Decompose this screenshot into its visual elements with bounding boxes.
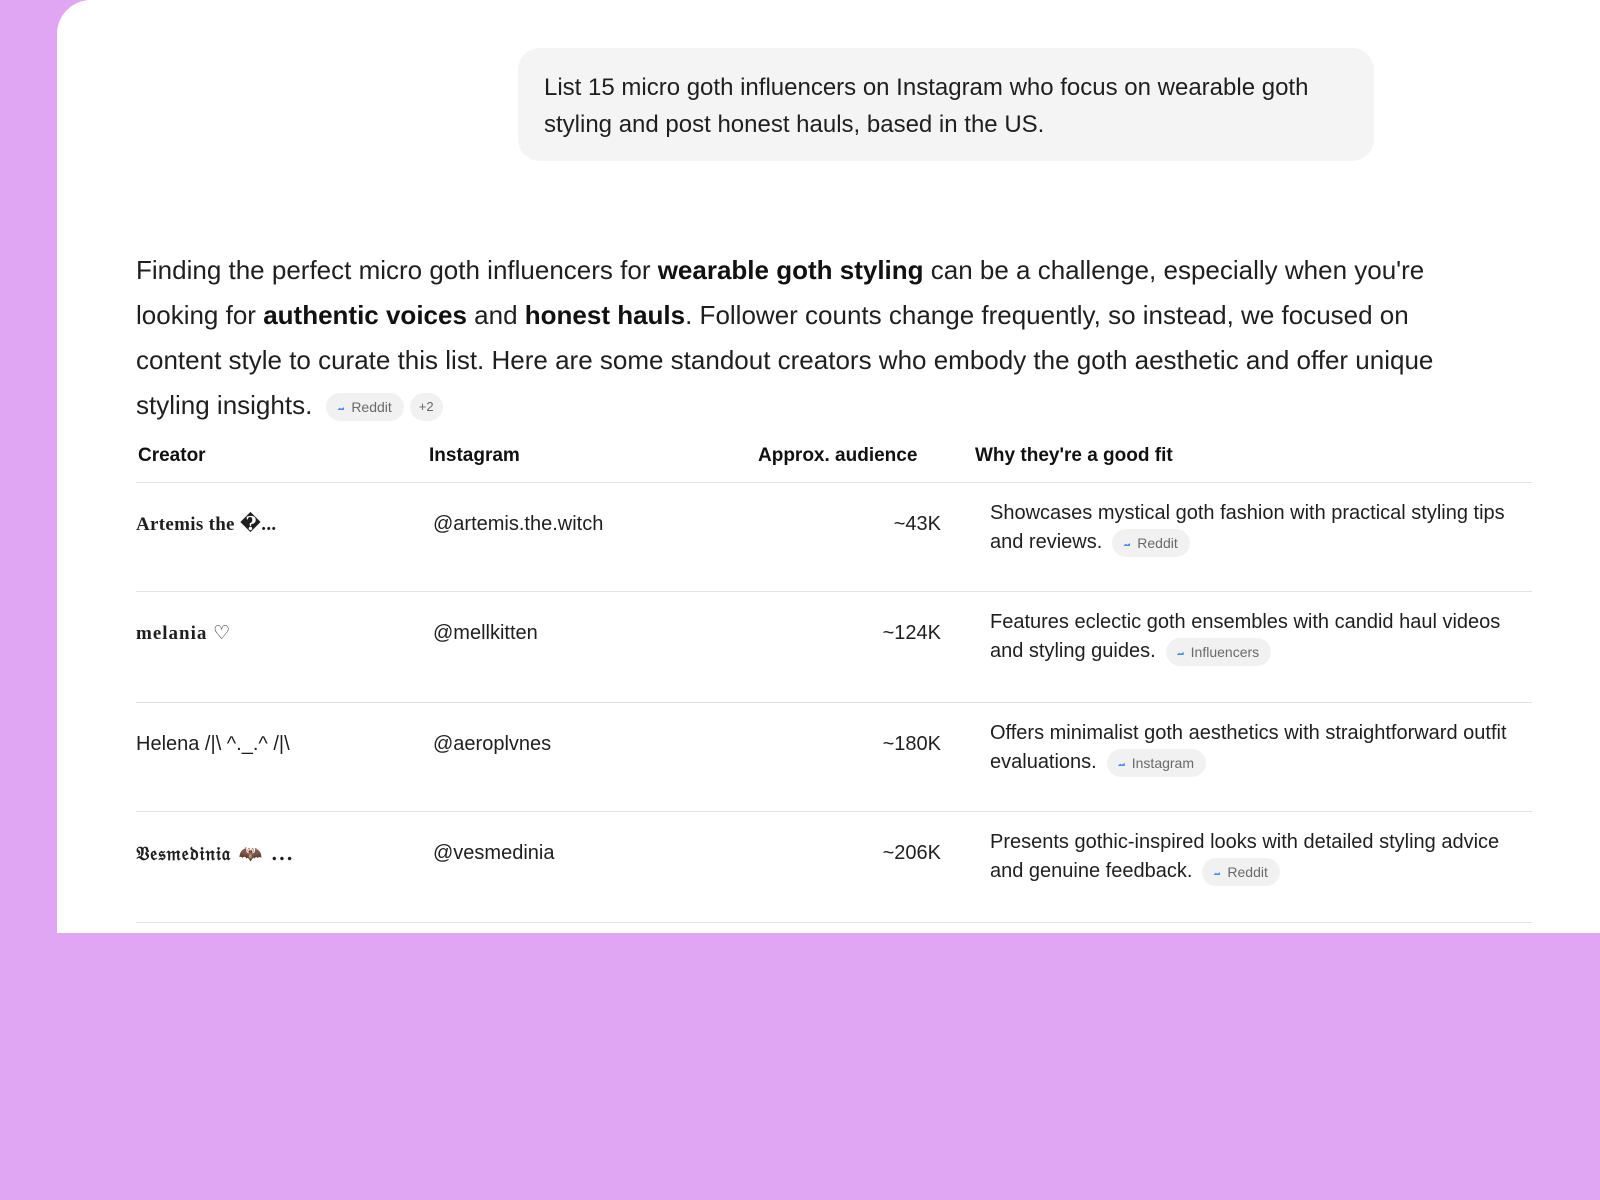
intro-bold-3: honest hauls bbox=[524, 300, 686, 330]
audience-count: ~124K bbox=[882, 622, 941, 644]
table-row bbox=[136, 592, 1532, 703]
intro-text-4: . Follower counts change frequently, so instead, we focused on content style to curate this list. Here are some standout creators who embody the goth aesthetic and offer unique styling insights. bbox=[136, 300, 1434, 420]
fit-reason-text: Showcases mystical goth fashion with practical styling tips and reviews. bbox=[990, 502, 1505, 553]
instagram-handle[interactable]: @aeroplvnes bbox=[433, 733, 552, 755]
table-header bbox=[136, 432, 1532, 483]
fit-reason bbox=[990, 499, 1535, 557]
header-why: Why they're a good fit bbox=[975, 445, 1173, 466]
instagram-handle[interactable]: @artemis.the.witch bbox=[433, 513, 604, 535]
influencer-table bbox=[136, 432, 1532, 923]
intro-bold-1: wearable goth styling bbox=[657, 255, 924, 285]
header-creator: Creator bbox=[138, 445, 206, 466]
source-chip-label: Reddit bbox=[1227, 863, 1268, 880]
fit-reason-text: Features eclectic goth ensembles with candid haul videos and styling guides. bbox=[990, 611, 1501, 662]
audience-count: ~43K bbox=[893, 513, 941, 535]
creator-name: melania ♡ bbox=[136, 623, 232, 644]
intro-text-2: can be a challenge, especially when you're looking for bbox=[136, 255, 1425, 330]
source-icon bbox=[1212, 867, 1221, 876]
fit-reason bbox=[990, 608, 1535, 666]
fit-reason bbox=[990, 828, 1535, 886]
instagram-handle[interactable]: @mellkitten bbox=[433, 622, 538, 644]
instagram-handle[interactable]: @vesmedinia bbox=[433, 842, 555, 864]
table-row bbox=[136, 703, 1532, 812]
response-intro bbox=[136, 248, 1436, 428]
intro-text-3: and bbox=[466, 300, 525, 330]
user-prompt-text: List 15 micro goth influencers on Instagram who focus on wearable goth styling and post honest hauls, based in the US. bbox=[544, 74, 1309, 138]
more-sources-chip[interactable]: +2 bbox=[410, 393, 443, 421]
creator-name: Helena /|\ ^._.^ /|\ bbox=[136, 733, 290, 755]
user-prompt-bubble bbox=[518, 48, 1374, 161]
table-row bbox=[136, 812, 1532, 923]
audience-count: ~206K bbox=[882, 842, 941, 864]
table-row bbox=[136, 483, 1532, 592]
source-chip[interactable] bbox=[1202, 858, 1279, 886]
source-chip[interactable] bbox=[1166, 638, 1271, 666]
source-chip-label: Influencers bbox=[1190, 643, 1260, 660]
audience-count: ~180K bbox=[882, 733, 941, 755]
source-chip-label: Instagram bbox=[1131, 754, 1194, 771]
source-icon bbox=[336, 402, 345, 411]
source-chip-label: Reddit bbox=[351, 398, 392, 415]
fit-reason-text: Offers minimalist goth aesthetics with straightforward outfit evaluations. bbox=[990, 722, 1507, 773]
source-icon bbox=[1176, 647, 1185, 656]
source-icon bbox=[1117, 758, 1126, 767]
header-instagram: Instagram bbox=[429, 445, 520, 466]
fit-reason-text: Presents gothic-inspired looks with detailed styling advice and genuine feedback. bbox=[990, 831, 1500, 882]
source-icon bbox=[1122, 538, 1131, 547]
source-chip[interactable] bbox=[1112, 529, 1189, 557]
creator-name: Artemis the �... bbox=[136, 514, 277, 535]
header-audience: Approx. audience bbox=[758, 445, 918, 466]
intro-bold-2: authentic voices bbox=[263, 300, 467, 330]
intro-text-1: Finding the perfect micro goth influencers for bbox=[136, 255, 658, 285]
source-chip[interactable] bbox=[326, 393, 403, 421]
chat-panel bbox=[57, 0, 1600, 933]
source-chip[interactable] bbox=[1107, 749, 1206, 777]
fit-reason bbox=[990, 719, 1535, 777]
creator-name: 𝔙𝔢𝔰𝔪𝔢𝔡𝔦𝔫𝔦𝔞 🦇 ... bbox=[136, 843, 294, 865]
source-chip-label: Reddit bbox=[1137, 534, 1178, 551]
